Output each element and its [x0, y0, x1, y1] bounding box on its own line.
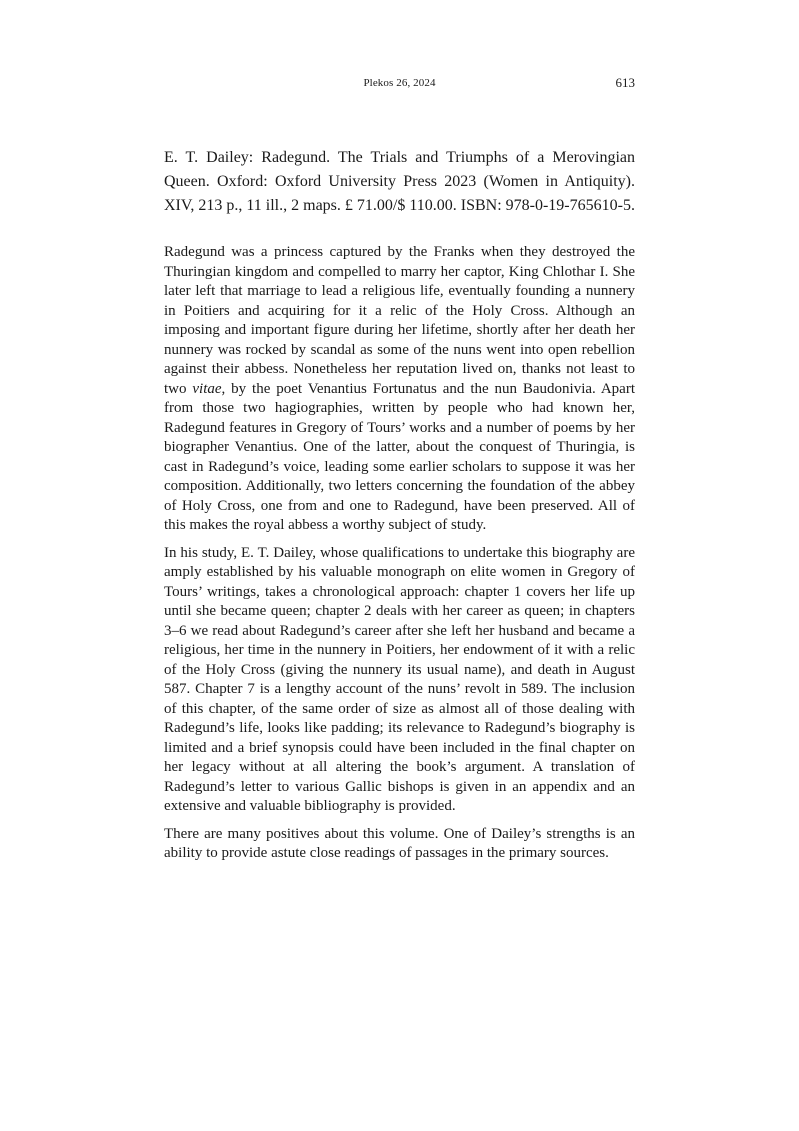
running-head [0, 75, 799, 95]
paragraph-2: In his study, E. T. Dailey, whose qualifications to undertake this biography are amply established by his valuable monograph on elite women in Gregory of Tours’ writings, takes a chronological approach: chapter 1 covers her life up until she became queen; chapter 2 deals with her career as queen; in chapters 3–6 we read about Radegund’s career after she left her husband and became a religious, her time in the nunnery in Poitiers, her endowment of it with a relic of the Holy Cross (giving the nunnery its usual name), and death in August 587. Chapter 7 is a lengthy account of the nuns’ revolt in 589. The inclusion of this chapter, of the same order of size as almost all of those dealing with Radegund’s life, looks like padding; its relevance to Radegund’s biography is limited and a brief synopsis could have been included in the final chapter on her legacy without at all altering the book’s argument. A translation of Radegund’s letter to various Gallic bishops is given in an appendix and an extensive and valuable bibliography is provided. [164, 544, 635, 814]
paragraph-1-text-b: , by the poet Venantius Fortunatus and the nun Baudonivia. Apart from those two hagiographies, written by people who had known her, Radegund features in Gregory of Tours’ works and a number of poems by her biographer Venantius. One of the latter, about the conquest of Thuringia, is cast in Radegund’s voice, leading some earlier scholars to suppose it was her composition. Additionally, two letters concerning the foundation of the abbey of Holy Cross, one from and one to Radegund, have been preserved. All of this makes the royal abbess a worthy subject of study. [164, 380, 636, 533]
paragraph-1-text-a: Radegund was a princess captured by the Franks when they destroyed the Thuringian kingdom and compelled to marry her captor, King Chlothar I. She later left that marriage to lead a religious life, eventually founding a nunnery in Poitiers and acquiring for it a relic of the Holy Cross. Although an imposing and important figure during her lifetime, shortly after her death her nunnery was rocked by scandal as some of the nuns went into open rebellion against their abbess. Nonetheless her reputation lived on, thanks not least to two [164, 244, 635, 397]
paragraph-3: There are many positives about this volume. One of Dailey’s strengths is an ability to provide astute close readings of passages in the primary sources. [164, 825, 635, 861]
book-citation: E. T. Dailey: Radegund. The Trials and Triumphs of a Merovingian Queen. Oxford: Oxford University Press 2023 (Women in Antiquity). XIV, 213 p., 11 ill., 2 maps. £ 71.00/$ 110.00. ISBN: 978-0-19-765610-5. [164, 149, 635, 214]
journal-info: Plekos 26, 2024 [363, 77, 436, 89]
paragraph-1-italic-vitae: vitae [192, 380, 222, 397]
paragraph-1 [164, 243, 635, 536]
review-body [164, 243, 635, 864]
review-content [164, 146, 635, 872]
page-number: 613 [615, 75, 635, 90]
